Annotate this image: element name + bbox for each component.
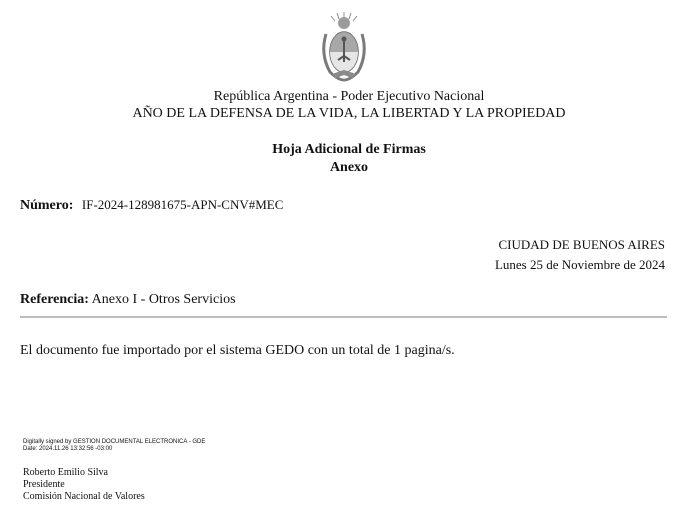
body-text: El documento fue importado por el sistema GEDO con un total de 1 pagina/s. <box>20 343 455 358</box>
signer-role: Presidente <box>23 479 65 490</box>
reference-label: Referencia: <box>20 292 89 307</box>
header-republic: República Argentina - Poder Ejecutivo Nacional <box>213 89 485 104</box>
digital-signature-date: Date: 2024.11.26 13:32:56 -03:00 <box>23 446 113 452</box>
reference-value: Anexo I - Otros Servicios <box>91 292 236 307</box>
divider <box>20 316 667 318</box>
header-year-motto: AÑO DE LA DEFENSA DE LA VIDA, LA LIBERTAD Y LA PROPIEDAD <box>132 106 566 121</box>
document-date: Lunes 25 de Noviembre de 2024 <box>494 257 665 272</box>
number-label: Número: <box>20 198 74 213</box>
digital-signature-line: Digitally signed by GESTION DOCUMENTAL ELECTRONICA - GDE <box>23 439 206 445</box>
signer-name: Roberto Emilio Silva <box>23 467 108 478</box>
reference <box>20 292 236 308</box>
document-number <box>20 197 283 214</box>
signer-organization: Comisión Nacional de Valores <box>23 491 145 502</box>
document-subtitle: Anexo <box>329 160 369 175</box>
number-value: IF-2024-128981675-APN-CNV#MEC <box>81 197 284 212</box>
coat-of-arms-icon <box>318 10 370 84</box>
document-title: Hoja Adicional de Firmas <box>272 142 426 157</box>
city: CIUDAD DE BUENOS AIRES <box>498 237 665 252</box>
